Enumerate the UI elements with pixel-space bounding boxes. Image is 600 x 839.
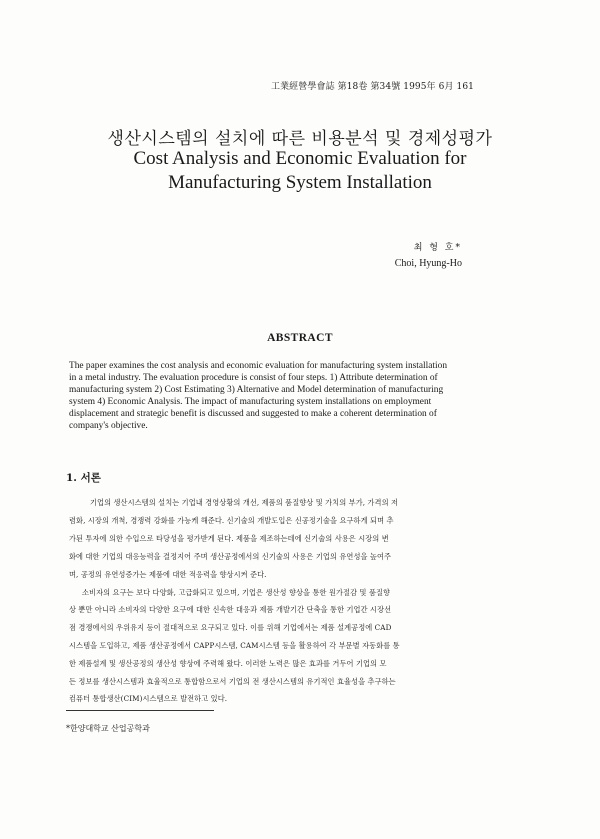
author-affiliation-footnote: *한양대학교 산업공학과 bbox=[66, 724, 150, 733]
section-heading-introduction: 1. 서론 bbox=[66, 472, 101, 484]
abstract-line: displacement and strategic benefit is discussed and suggested to make a coherent determination of bbox=[69, 409, 437, 419]
journal-header: 工業經營學會誌 第18卷 第34號 1995年 6月 161 bbox=[270, 82, 474, 92]
abstract-line: in a metal industry. The evaluation procedure is consist of four steps. 1) Attribute determination of bbox=[69, 373, 438, 383]
body-text-line: 며, 공정의 유연성증가는 제품에 대한 적응력을 향상시켜 준다. bbox=[69, 570, 267, 579]
body-text-line: 소비자의 요구는 보다 다양화, 고급화되고 있으며, 기업은 생산성 향상을 통한 원가절감 및 품질향 bbox=[82, 588, 391, 597]
body-text-line: 화에 대한 기업의 대응능력을 결정지어 주며 생산공정에서의 신기술의 사용은 기업의 유연성을 높여주 bbox=[69, 552, 392, 561]
abstract-line: system 4) Economic Analysis. The impact of manufacturing system installations on employment bbox=[69, 397, 432, 407]
body-text-line: 가된 투자에 의한 수입으로 타당성을 평가받게 된다. 제품을 제조하는데에 신기술의 사용은 시장의 변 bbox=[69, 534, 389, 543]
author-korean-name: 최 형 호* bbox=[413, 243, 462, 253]
body-text-line: 점 경쟁에서의 우위유지 등이 절대적으로 요구되고 있다. 이를 위해 기업에서는 제품 설계공정에 CAD bbox=[69, 623, 392, 632]
english-title-line-2: Manufacturing System Installation bbox=[168, 172, 432, 193]
abstract-line: company's objective. bbox=[69, 421, 148, 431]
body-text-line: 한 제품설계 및 생산공정의 생산성 향상에 주력해 왔다. 이러한 노력은 많은 효과를 거두어 기업의 모 bbox=[69, 659, 387, 668]
body-text-line: 컴퓨터 통합생산(CIM)시스템으로 발전하고 있다. bbox=[69, 694, 228, 703]
abstract-heading: ABSTRACT bbox=[267, 332, 333, 344]
abstract-line: The paper examines the cost analysis and economic evaluation for manufacturing system installation bbox=[69, 361, 448, 371]
korean-title: 생산시스템의 설치에 따른 비용분석 및 경제성평가 bbox=[107, 129, 493, 149]
author-english-name: Choi, Hyung-Ho bbox=[394, 258, 462, 269]
body-text-line: 기업의 생산시스템의 설치는 기업내 경영상황의 개선, 제품의 품질향상 및 가치의 부가, 가격의 저 bbox=[90, 498, 399, 507]
body-text-line: 상 뿐만 아니라 소비자의 다양한 요구에 대한 신속한 대응과 제품 개발기간 단축을 통한 기업간 시장선 bbox=[69, 605, 392, 614]
body-text-line: 렴화, 시장의 개척, 경쟁력 강화를 가능케 해준다. 신기술의 개발도입은 신공정기술을 요구하게 되며 추 bbox=[69, 516, 394, 525]
abstract-line: manufacturing system 2) Cost Estimating 3) Alternative and Model determination of manufacturing bbox=[69, 385, 444, 395]
body-text-line: 든 정보를 생산시스템과 효율적으로 통합함으로서 기업의 전 생산시스템의 유기적인 효율성을 추구하는 bbox=[69, 677, 396, 686]
english-title-line-1: Cost Analysis and Economic Evaluation for bbox=[133, 148, 467, 169]
body-text-line: 시스템을 도입하고, 제품 생산공정에서 CAPP시스템, CAM시스템 등을 활용하여 각 부문별 자동화를 통 bbox=[69, 641, 400, 650]
footnote-divider bbox=[66, 710, 214, 711]
